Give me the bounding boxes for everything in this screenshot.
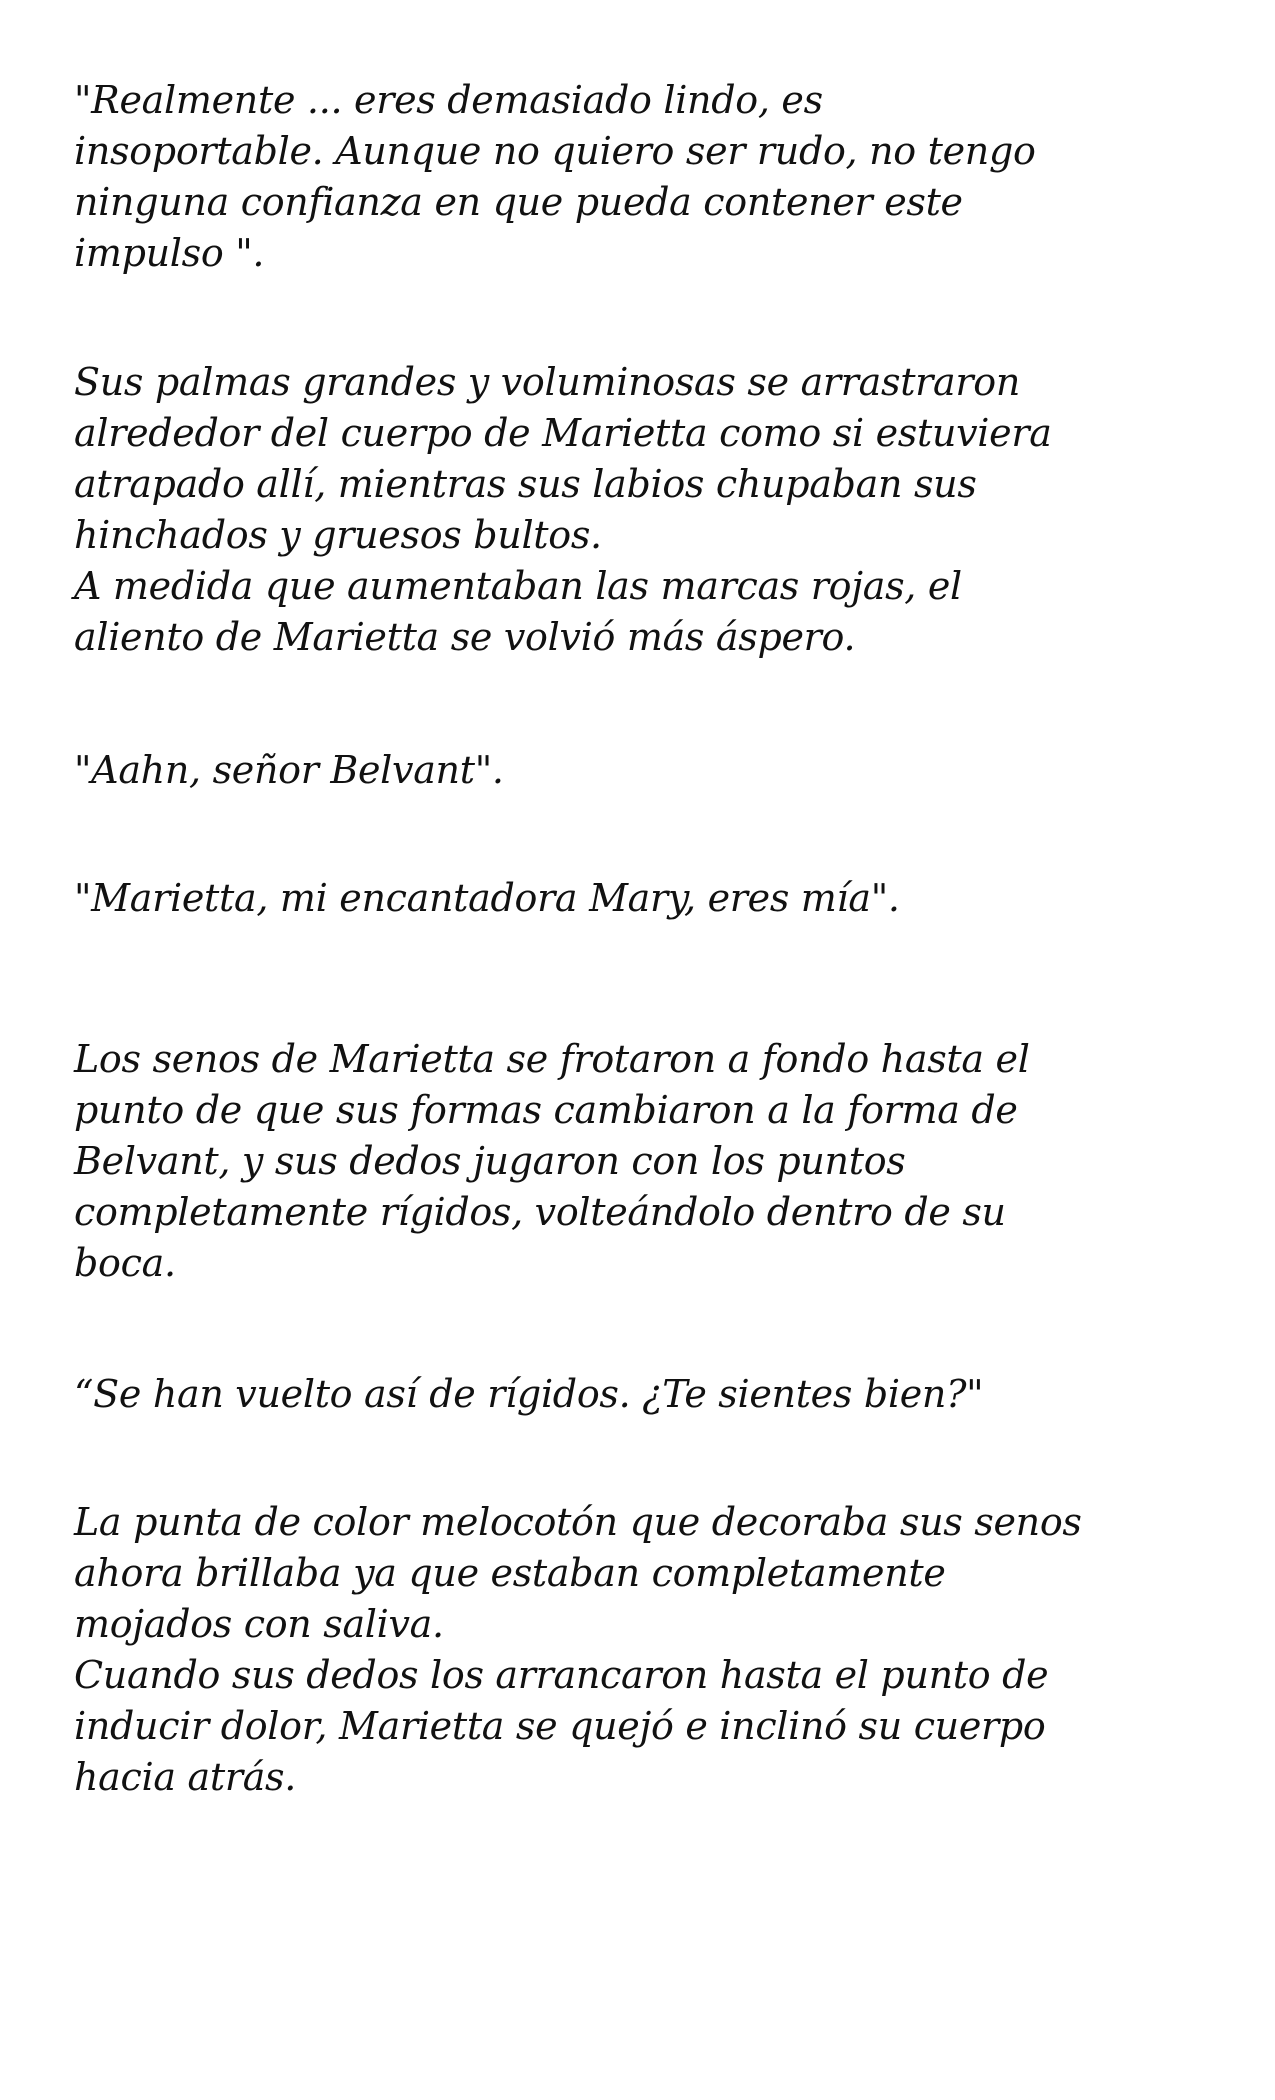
text-line: "Realmente ... eres demasiado lindo, es: [74, 78, 823, 122]
text-line: mojados con saliva.: [74, 1602, 444, 1646]
text-line: La punta de color melocotón que decoraba sus senos: [74, 1500, 1082, 1544]
text-line: completamente rígidos, volteándolo dentro de su: [74, 1190, 1006, 1234]
text-line: insoportable. Aunque no quiero ser rudo, no tengo: [74, 129, 1036, 173]
paragraph-6: [74, 1369, 1214, 1420]
text-line: inducir dolor, Marietta se quejó e inclinó su cuerpo: [74, 1704, 1046, 1748]
paragraph-5: [74, 1034, 1214, 1289]
text-line: alrededor del cuerpo de Marietta como si estuviera: [74, 411, 1052, 455]
text-line: Los senos de Marietta se frotaron a fondo hasta el: [74, 1037, 1030, 1081]
text-line: "Marietta, mi encantadora Mary, eres mía".: [74, 876, 900, 920]
text-line: hacia atrás.: [74, 1755, 297, 1799]
text-line: Cuando sus dedos los arrancaron hasta el punto de: [74, 1653, 1049, 1697]
text-line: aliento de Marietta se volvió más áspero.: [74, 615, 856, 659]
text-line: impulso ".: [74, 231, 265, 275]
text-line: "Aahn, señor Belvant".: [74, 748, 504, 792]
text-line: Belvant, y sus dedos jugaron con los puntos: [74, 1139, 906, 1183]
paragraph-3: [74, 745, 1214, 796]
text-line: ninguna confianza en que pueda contener este: [74, 180, 963, 224]
text-line: boca.: [74, 1241, 176, 1285]
text-line: Sus palmas grandes y voluminosas se arrastraron: [74, 360, 1021, 404]
text-line: ahora brillaba ya que estaban completamente: [74, 1551, 946, 1595]
paragraph-7: [74, 1497, 1214, 1803]
text-line: hinchados y gruesos bultos.: [74, 513, 602, 557]
paragraph-2: [74, 357, 1214, 663]
text-line: “Se han vuelto así de rígidos. ¿Te sientes bien?": [74, 1372, 984, 1416]
paragraph-1: [74, 75, 1214, 279]
text-line: atrapado allí, mientras sus labios chupaban sus: [74, 462, 977, 506]
text-line: A medida que aumentaban las marcas rojas, el: [74, 564, 962, 608]
paragraph-4: [74, 873, 1214, 924]
text-line: punto de que sus formas cambiaron a la forma de: [74, 1088, 1018, 1132]
